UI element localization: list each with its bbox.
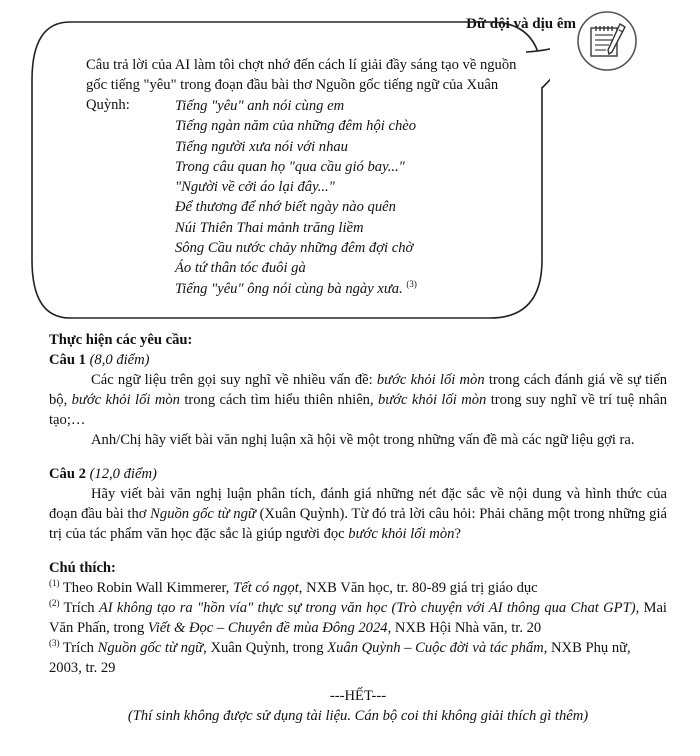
question-2-text: Hãy viết bài văn nghị luận phân tích, đánh giá những nét đặc sắc về nội dung và hình thức của đoạn đầu bài thơ Nguồn gốc từ ngữ (Xuân Quỳnh). Từ đó trả lời câu hỏi: Phải chăng một trong những giá trị của tác phẩm văn học đặc sắc là giúp người đọc bước khỏi lối mòn? (49, 486, 667, 542)
question-1-title: Câu 1 (8,0 điểm) (49, 352, 150, 368)
exam-note: (Thí sinh không được sử dụng tài liệu. Cán bộ coi thi không giải thích gì thêm) (127, 708, 589, 724)
question-1-text: Các ngữ liệu trên gọi suy nghĩ về nhiều vấn đề: bước khỏi lối mòn trong cách đánh giá về sự tiến bộ, bước khỏi lối mòn trong cách tìm hiểu thiên nhiên, bước khỏi lối mòn trong suy nghĩ về trí tuệ nhân tạo;… (49, 372, 667, 428)
poem-line: "Người về cởi áo lại đây..." (175, 179, 335, 196)
notes-heading: Chú thích: (49, 560, 116, 576)
exam-content (49, 330, 667, 726)
end-marker: ---HẾT--- (329, 688, 387, 704)
poem-line: Núi Thiên Thai mảnh trăng liềm (175, 219, 364, 236)
footnote-1: $^{(1)}$ Theo Robin Wall Kimmerer, Tết có ngọt, NXB Văn học, tr. 80-89 giá trị giáo dục (49, 578, 538, 596)
section-title: Dữ dội và dịu êm (466, 16, 576, 32)
question-2-title: Câu 2 (12,0 điểm) (49, 466, 157, 482)
footnote-3: $^{(3)}$ Trích Nguồn gốc từ ngữ, Xuân Quỳnh, trong Xuân Quỳnh – Cuộc đời và tác phẩm, NXB Phụ nữ, 2003, tr. 29 (49, 638, 631, 676)
footnote-ref: (3) (406, 278, 417, 289)
poem-line: Để thương để nhớ biết ngày nào quên (175, 199, 396, 216)
question-1-prompt: Anh/Chị hãy viết bài văn nghị luận xã hội về một trong những vấn đề mà các ngữ liệu gợi ra. (91, 432, 635, 448)
poem-line: Trong câu quan họ "qua cầu gió bay..." (175, 158, 405, 175)
poem-line: Áo tứ thân tóc đuôi gà (175, 260, 306, 277)
poem-line: Tiếng ngàn năm của những đêm hội chèo (175, 118, 417, 135)
tasks-heading: Thực hiện các yêu cầu: (49, 332, 193, 348)
footnote-2: $^{(2)}$ Trích AI không tạo ra "hồn vía" thực sự trong văn học (Trò chuyện với AI thông qua Chat GPT), Mai Văn Phấn, trong Viết & Đọc – Chuyên đề mùa Đông 2024, NXB Hội Nhà văn, tr. 20 (49, 598, 667, 636)
bubble-intro: Câu trả lời của AI làm tôi chợt nhớ đến cách lí giải đầy sáng tạo về nguồn gốc tiếng "yêu" trong đoạn đầu bài thơ Nguồn gốc tiếng ngữ của Xuân Quỳnh: (86, 57, 517, 113)
poem-line: Tiếng "yêu" ông nói cùng bà ngày xưa. $^{(3)}$ (175, 278, 417, 297)
poem-excerpt (175, 96, 417, 299)
poem-line: Tiếng "yêu" anh nói cùng em (175, 98, 345, 114)
notepad-pencil-icon (576, 10, 638, 72)
poem-line: Tiếng người xưa nói với nhau (175, 138, 348, 155)
poem-line: Sông Cầu nước chảy những đêm đợi chờ (175, 240, 414, 257)
